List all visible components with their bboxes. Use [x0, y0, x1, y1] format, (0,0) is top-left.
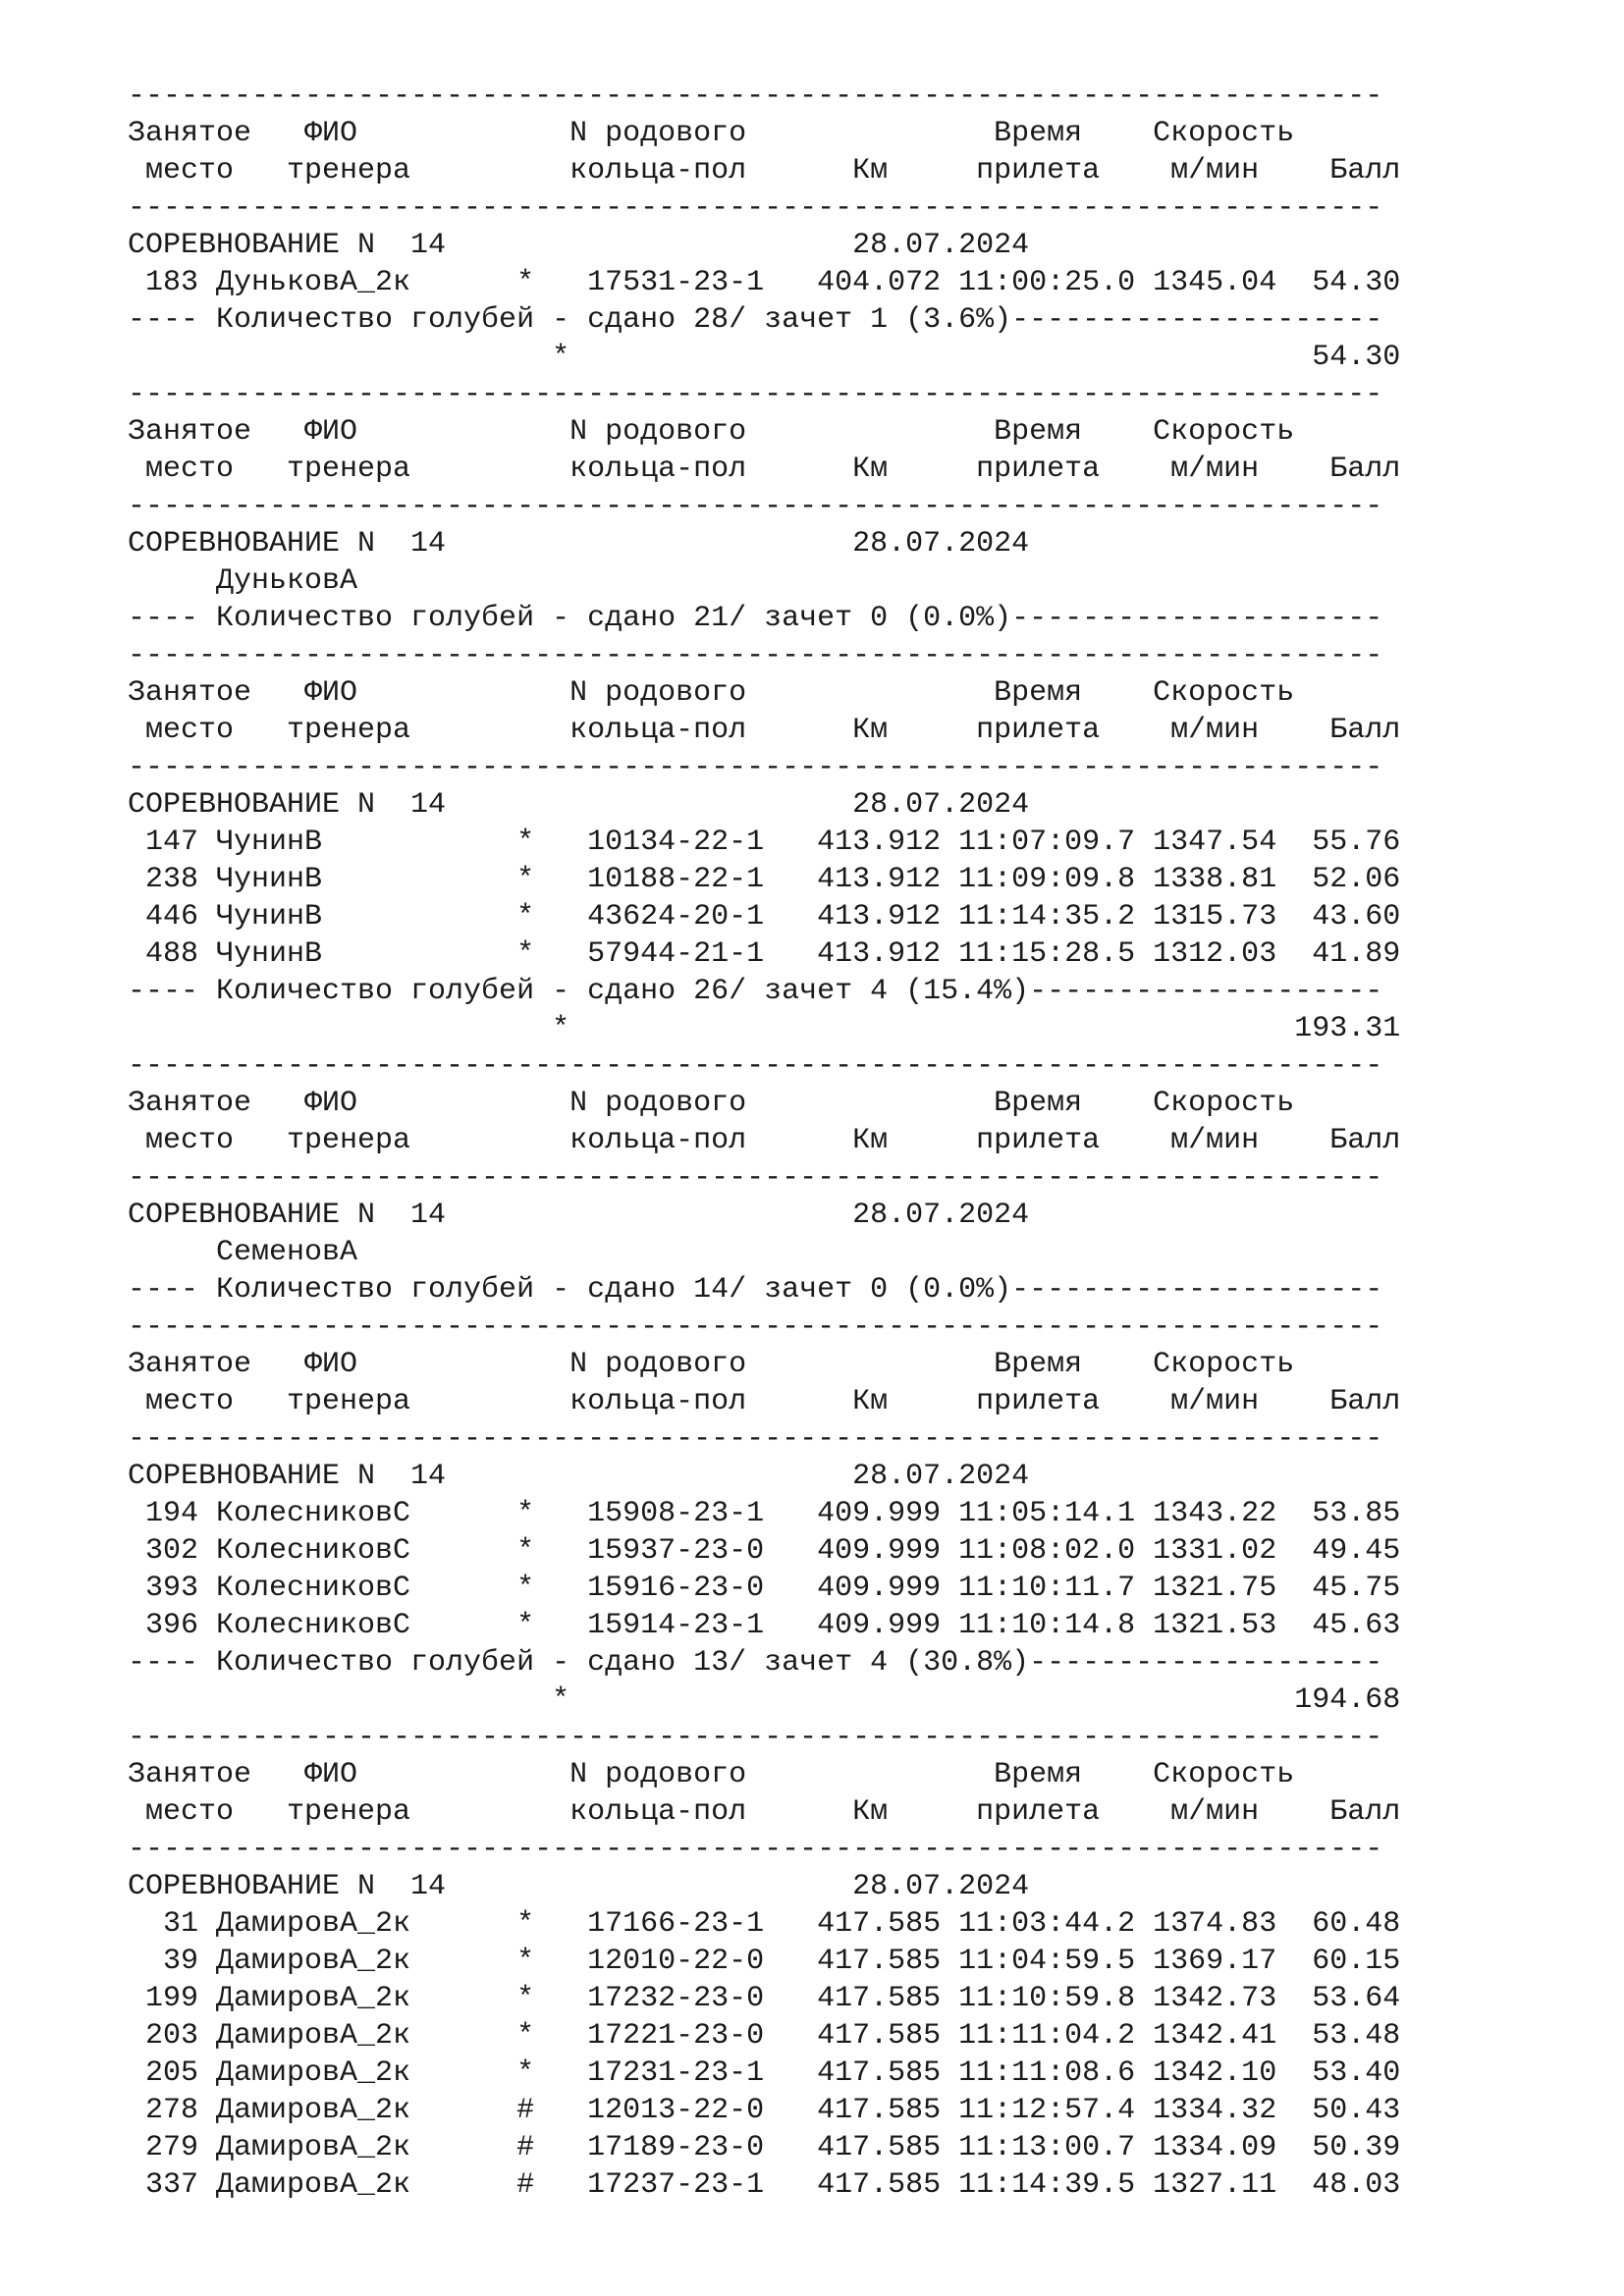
- competition-title-line: СОРЕВНОВАНИЕ N 14 28.07.2024: [128, 1199, 1030, 1232]
- result-row: 31 ДамировА_2к * 17166-23-1 417.585 11:03:44.2 1374.83 60.48: [128, 1907, 1401, 1941]
- summary-line: ---- Количество голубей - сдано 26/ зачет 4 (15.4%)--------------------: [128, 975, 1383, 1008]
- result-row: 393 КолесниковС * 15916-23-0 409.999 11:10:11.7 1321.75 45.75: [128, 1572, 1401, 1605]
- separator-line: -----------------------------------------------------------------------: [128, 1721, 1383, 1754]
- summary-line: ---- Количество голубей - сдано 28/ зачет 1 (3.6%)---------------------: [128, 303, 1383, 337]
- separator-line: -----------------------------------------------------------------------: [128, 751, 1383, 784]
- column-header-line: Занятое ФИО N родового Время Скорость: [128, 676, 1295, 710]
- summary-line: ---- Количество голубей - сдано 13/ зачет 4 (30.8%)--------------------: [128, 1646, 1383, 1680]
- competition-title-line: СОРЕВНОВАНИЕ N 14 28.07.2024: [128, 1870, 1030, 1903]
- competition-results-report: [128, 78, 1400, 2204]
- column-header-line: Занятое ФИО N родового Время Скорость: [128, 117, 1295, 150]
- result-row: 446 ЧунинВ * 43624-20-1 413.912 11:14:35.2 1315.73 43.60: [128, 900, 1401, 934]
- separator-line: -----------------------------------------------------------------------: [128, 1422, 1383, 1456]
- result-row: 183 ДуньковА_2к * 17531-23-1 404.072 11:00:25.0 1345.04 54.30: [128, 266, 1401, 299]
- column-header-line: Занятое ФИО N родового Время Скорость: [128, 1758, 1295, 1791]
- separator-line: -----------------------------------------------------------------------: [128, 80, 1383, 113]
- separator-line: -----------------------------------------------------------------------: [128, 1310, 1383, 1344]
- result-row: 205 ДамировА_2к * 17231-23-1 417.585 11:11:08.6 1342.10 53.40: [128, 2056, 1401, 2090]
- result-row: 278 ДамировА_2к # 12013-22-0 417.585 11:12:57.4 1334.32 50.43: [128, 2094, 1401, 2127]
- result-row: 302 КолесниковС * 15937-23-0 409.999 11:08:02.0 1331.02 49.45: [128, 1534, 1401, 1568]
- separator-line: -----------------------------------------------------------------------: [128, 639, 1383, 672]
- column-header-line: место тренера кольца-пол Км прилета м/мин Балл: [128, 714, 1401, 747]
- separator-line: -----------------------------------------------------------------------: [128, 1833, 1383, 1866]
- column-header-line: Занятое ФИО N родового Время Скорость: [128, 1087, 1295, 1120]
- column-header-line: место тренера кольца-пол Км прилета м/мин Балл: [128, 154, 1401, 187]
- total-line: * 194.68: [128, 1683, 1401, 1717]
- result-row: 488 ЧунинВ * 57944-21-1 413.912 11:15:28.5 1312.03 41.89: [128, 937, 1401, 971]
- result-row: 238 ЧунинВ * 10188-22-1 413.912 11:09:09.8 1338.81 52.06: [128, 863, 1401, 896]
- competition-title-line: СОРЕВНОВАНИЕ N 14 28.07.2024: [128, 1460, 1030, 1493]
- competition-title-line: СОРЕВНОВАНИЕ N 14 28.07.2024: [128, 788, 1030, 822]
- column-header-line: Занятое ФИО N родового Время Скорость: [128, 415, 1295, 449]
- column-header-line: место тренера кольца-пол Км прилета м/мин Балл: [128, 1795, 1401, 1829]
- total-line: * 54.30: [128, 341, 1401, 374]
- result-row: 147 ЧунинВ * 10134-22-1 413.912 11:07:09.7 1347.54 55.76: [128, 826, 1401, 859]
- total-line: * 193.31: [128, 1012, 1401, 1045]
- summary-line: ---- Количество голубей - сдано 21/ зачет 0 (0.0%)---------------------: [128, 602, 1383, 635]
- separator-line: -----------------------------------------------------------------------: [128, 1049, 1383, 1083]
- result-row: 279 ДамировА_2к # 17189-23-0 417.585 11:13:00.7 1334.09 50.39: [128, 2131, 1401, 2164]
- competition-title-line: СОРЕВНОВАНИЕ N 14 28.07.2024: [128, 229, 1030, 262]
- result-row: 337 ДамировА_2к # 17237-23-1 417.585 11:14:39.5 1327.11 48.03: [128, 2168, 1401, 2202]
- result-row: 199 ДамировА_2к * 17232-23-0 417.585 11:10:59.8 1342.73 53.64: [128, 1982, 1401, 2015]
- result-row: 203 ДамировА_2к * 17221-23-0 417.585 11:11:04.2 1342.41 53.48: [128, 2019, 1401, 2053]
- trainer-name-line: ДуньковА: [128, 564, 358, 598]
- column-header-line: Занятое ФИО N родового Время Скорость: [128, 1348, 1295, 1381]
- separator-line: -----------------------------------------------------------------------: [128, 191, 1383, 225]
- result-row: 396 КолесниковС * 15914-23-1 409.999 11:10:14.8 1321.53 45.63: [128, 1609, 1401, 1642]
- column-header-line: место тренера кольца-пол Км прилета м/мин Балл: [128, 1124, 1401, 1157]
- column-header-line: место тренера кольца-пол Км прилета м/мин Балл: [128, 453, 1401, 486]
- summary-line: ---- Количество голубей - сдано 14/ зачет 0 (0.0%)---------------------: [128, 1273, 1383, 1307]
- column-header-line: место тренера кольца-пол Км прилета м/мин Балл: [128, 1385, 1401, 1418]
- competition-title-line: СОРЕВНОВАНИЕ N 14 28.07.2024: [128, 527, 1030, 561]
- result-row: 194 КолесниковС * 15908-23-1 409.999 11:05:14.1 1343.22 53.85: [128, 1497, 1401, 1530]
- separator-line: -----------------------------------------------------------------------: [128, 1161, 1383, 1195]
- trainer-name-line: СеменовА: [128, 1236, 358, 1269]
- separator-line: -----------------------------------------------------------------------: [128, 490, 1383, 523]
- separator-line: -----------------------------------------------------------------------: [128, 378, 1383, 411]
- result-row: 39 ДамировА_2к * 12010-22-0 417.585 11:04:59.5 1369.17 60.15: [128, 1945, 1401, 1978]
